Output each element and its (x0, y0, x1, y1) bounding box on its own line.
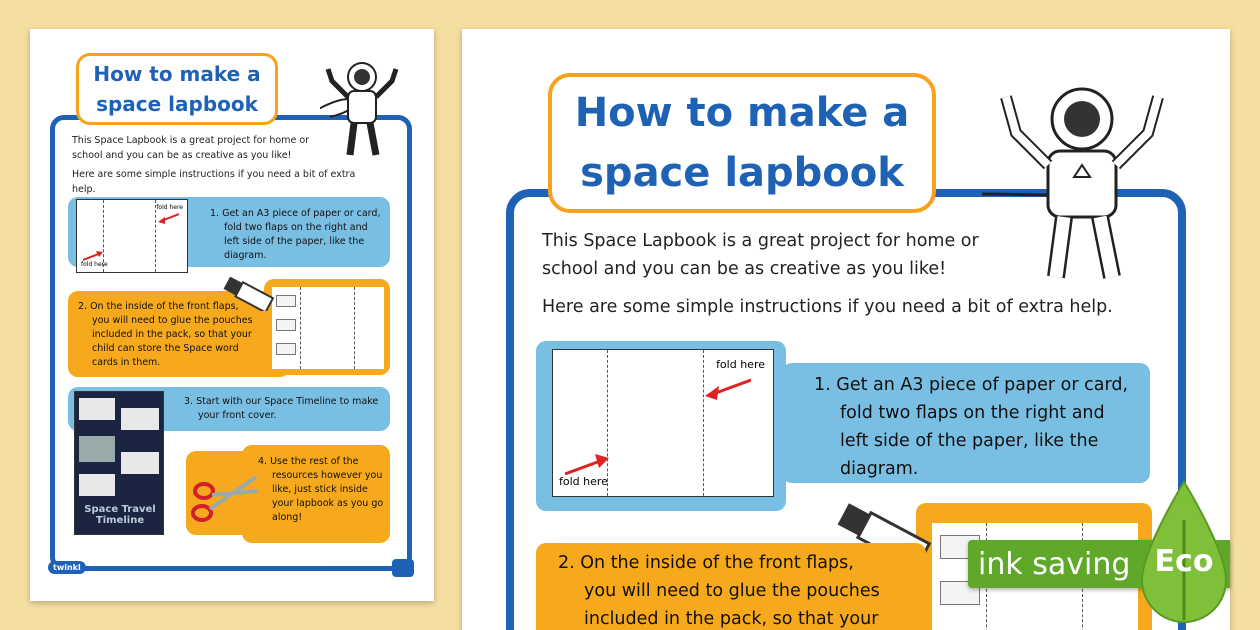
small-page (30, 29, 434, 601)
small-step4-text (258, 455, 383, 525)
small-step4-line-2: resources however you (272, 470, 383, 481)
small-fold-label-top: fold here (156, 204, 183, 211)
small-intro (72, 133, 372, 197)
small-timeline-thumbnail (74, 391, 164, 535)
small-title-line-1: How to make a (93, 62, 261, 86)
small-step2-line-5: cards in them. (92, 357, 161, 368)
small-intro-line-3: Here are some simple instructions if you need a bit of extra help. (72, 169, 356, 195)
small-pouch-diagram (272, 287, 384, 369)
small-step1-line-4: diagram. (224, 250, 267, 261)
small-intro-line-2: school and you can be as creative as you like! (72, 150, 292, 161)
small-step2-line-1: 2. On the inside of the front flaps, (78, 301, 239, 312)
small-footer-url-text: visit twinkl.com (332, 565, 383, 573)
large-step2-line-2: you will need to glue the pouches (584, 581, 880, 601)
large-page-title (548, 73, 936, 213)
small-step1-line-1: 1. Get an A3 piece of paper or card, (210, 208, 381, 219)
small-timeline-line-2: Timeline (95, 515, 145, 526)
small-footer-logo (48, 561, 86, 574)
large-intro-line-3: Here are some simple instructions if you need a bit of extra help. (542, 297, 1113, 317)
small-step3-line-1: 3. Start with our Space Timeline to make (184, 396, 379, 407)
small-step3-text (184, 395, 378, 423)
small-timeline-title (77, 504, 163, 526)
large-step1-line-4: diagram. (840, 459, 919, 479)
large-intro-line-1: This Space Lapbook is a great project for home or (542, 231, 979, 251)
large-fold-diagram (552, 349, 774, 497)
large-arrow-icon (565, 454, 611, 476)
small-footer-url (332, 565, 383, 573)
small-footer-logo-text: twinkl (53, 563, 81, 572)
large-step1-line-3: left side of the paper, like the (840, 431, 1099, 451)
small-step1-text (210, 207, 380, 263)
small-step3-line-2: your front cover. (198, 410, 277, 421)
large-intro-line-2: school and you can be as creative as you like! (542, 259, 947, 279)
large-step1-text (814, 371, 1128, 483)
small-page-title (76, 53, 278, 125)
small-step4-line-5: along! (272, 512, 303, 523)
small-title-line-2: space lapbook (96, 92, 258, 116)
small-step2-text (78, 300, 253, 370)
small-step1-line-3: left side of the paper, like the (224, 236, 365, 247)
ink-saving-label: ink saving (978, 546, 1131, 582)
large-step2-line-1: 2. On the inside of the front flaps, (558, 553, 854, 573)
large-intro (542, 227, 1182, 321)
large-title-line-2: space lapbook (580, 150, 904, 196)
small-intro-line-1: This Space Lapbook is a great project for home or (72, 135, 310, 146)
small-step4-line-1: 4. Use the rest of the (258, 456, 359, 467)
large-step2-line-3: included in the pack, so that your (584, 609, 879, 629)
small-step4-line-3: like, just stick inside (272, 484, 368, 495)
small-timeline-line-1: Space Travel (84, 504, 156, 515)
small-step4-line-4: your lapbook as you go (272, 498, 384, 509)
eco-tag (1150, 544, 1218, 579)
small-fold-label-bottom: fold here (81, 261, 108, 268)
small-arrow-icon (83, 250, 105, 262)
small-arrow-icon-2 (157, 212, 179, 224)
small-step1-line-2: fold two flaps on the right and (224, 222, 368, 233)
large-fold-label-bottom: fold here (559, 475, 608, 488)
large-step1-line-1: 1. Get an A3 piece of paper or card, (814, 375, 1129, 395)
small-step2-line-2: you will need to glue the pouches (92, 315, 253, 326)
large-step1-line-2: fold two flaps on the right and (840, 403, 1105, 423)
small-scissors-icon (188, 471, 260, 527)
large-arrow-icon-2 (705, 378, 751, 400)
small-footer-badge-icon (392, 559, 414, 577)
small-fold-diagram (76, 199, 188, 273)
large-fold-label-top: fold here (716, 358, 765, 371)
small-step2-line-4: child can store the Space word (92, 343, 239, 354)
small-step2-line-3: included in the pack, so that your (92, 329, 252, 340)
large-title-line-1: How to make a (574, 90, 910, 136)
eco-tag-text: Eco (1154, 544, 1214, 579)
large-step2-text (558, 549, 880, 630)
